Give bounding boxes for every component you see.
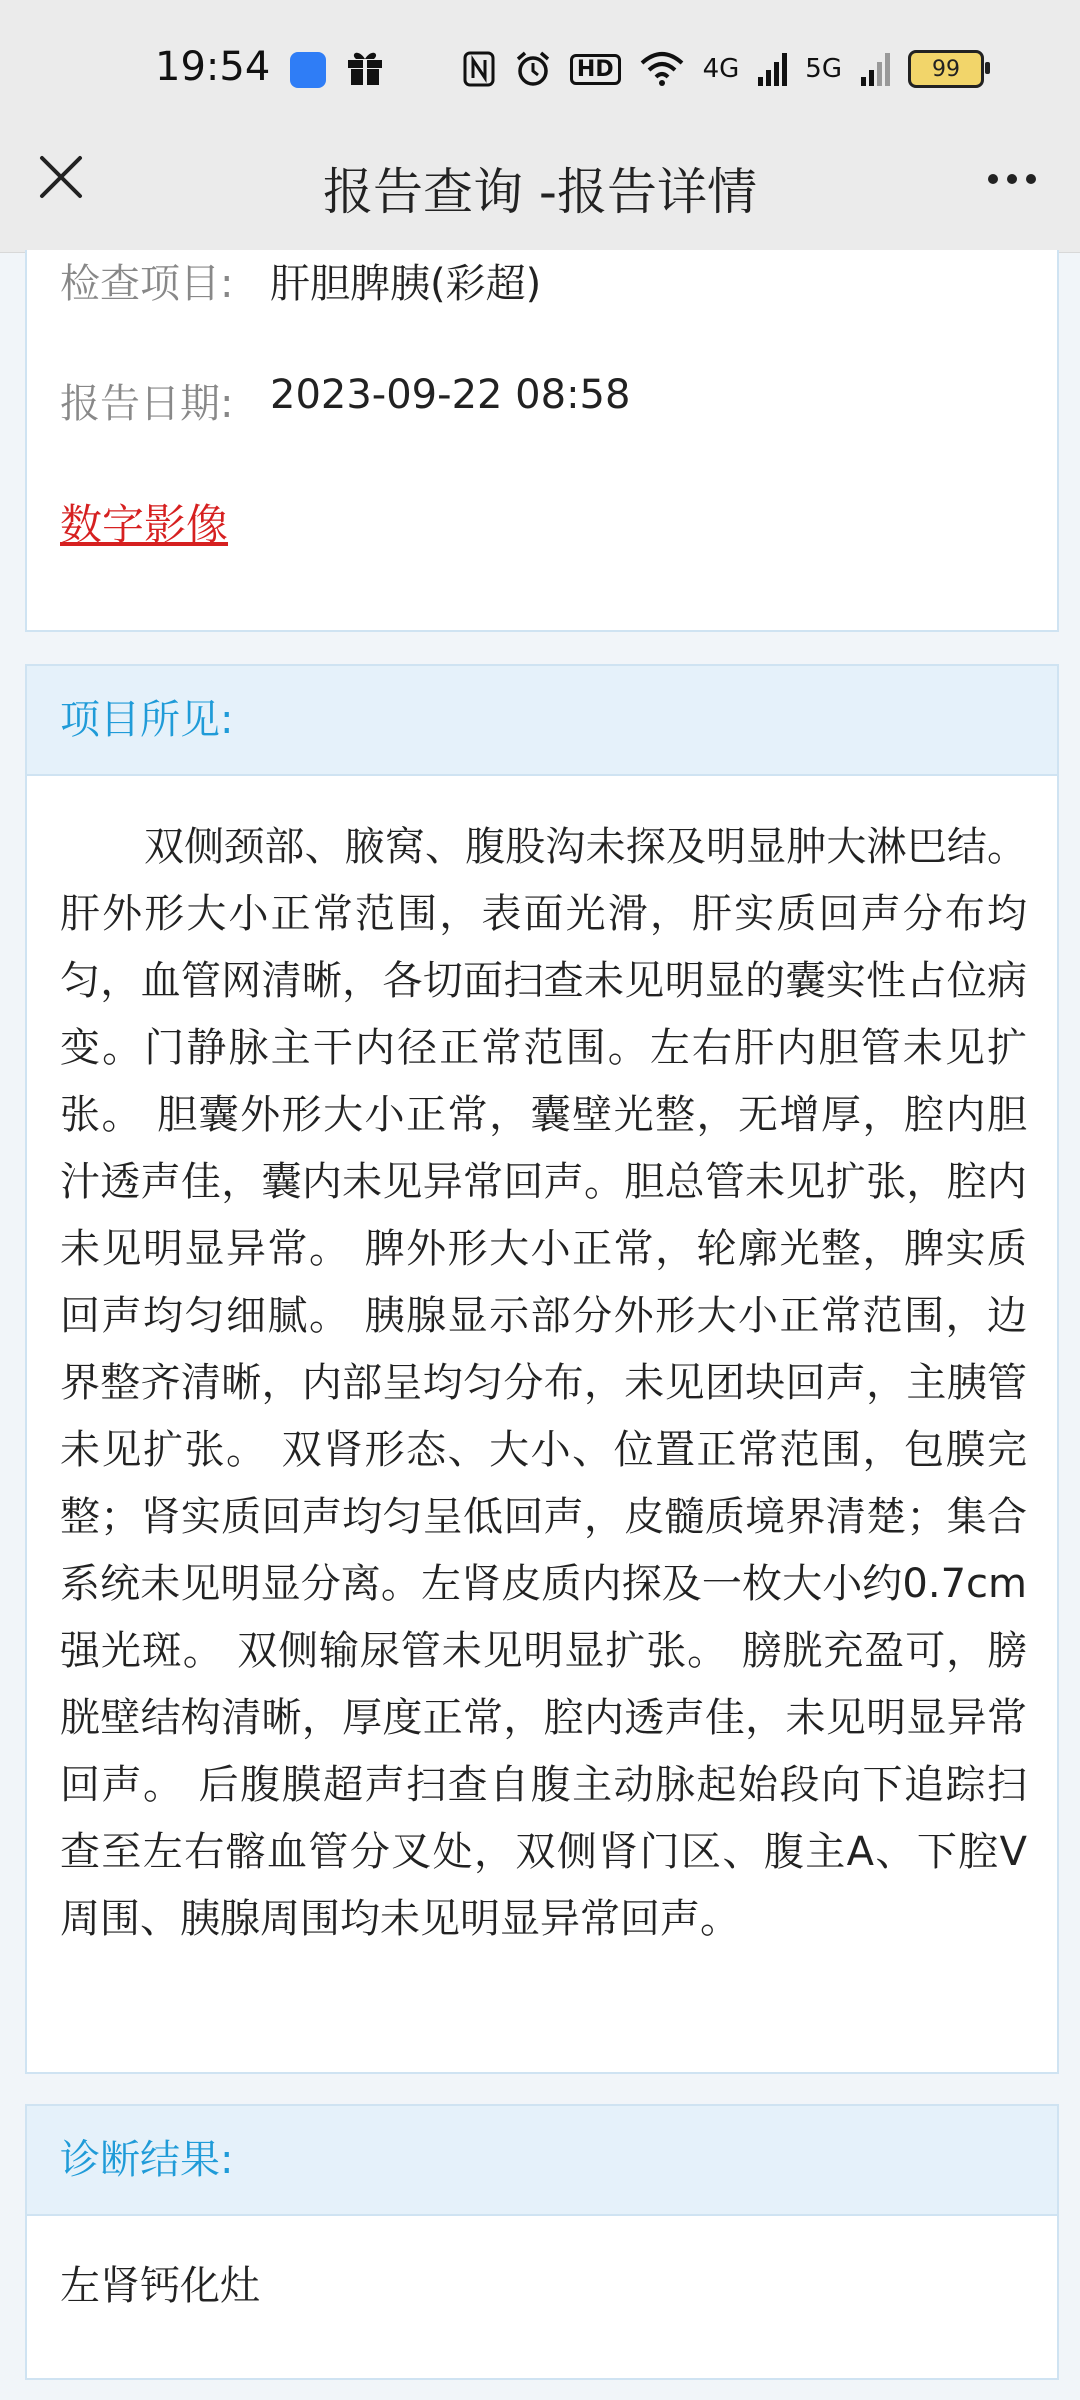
findings-text: 双侧颈部、腋窝、腹股沟未探及明显肿大淋巴结。 肝外形大小正常范围，表面光滑，肝实质回声分布均匀，血管网清晰，各切面扫查未见明显的囊实性占位病变。门静脉主干内径正常范围。左右肝内胆管未见扩张。 胆囊外形大小正常，囊壁光整，无增厚，腔内胆汁透声佳，囊内未见异常回声。胆总管未见扩张，腔内未见明显异常。 脾外形大小正常，轮廓光整，脾实质回声均匀细腻。 胰腺显示部分外形大小正常范围，边界整齐清晰，内部呈均匀分布，未见团块回声，主胰管未见扩张。 双肾形态、大小、位置正常范围，包膜完整；肾实质回声均匀呈低回声，皮髓质境界清楚；集合系统未见明显分离。左肾皮质内探及一枚大小约0.7cm强光斑。 双侧输尿管未见明显扩张。 膀胱充盈可，膀胱壁结构清晰，厚度正常，腔内透声佳，未见明显异常回声。 后腹膜超声扫查自腹主动脉起始段向下追踪扫查至左右髂血管分叉处，双侧肾门区、腹主A、下腔V周围、胰腺周围均未见明显异常回声。: [60, 824, 1027, 1942]
report-date-value: 2023-09-22 08:58: [270, 372, 631, 418]
nfc-icon: [462, 50, 496, 88]
more-dot-icon: [988, 174, 998, 184]
report-info-card: [25, 250, 1059, 632]
signal-icon-2: [860, 51, 890, 87]
signal-icon-1: [757, 51, 787, 87]
diagnosis-heading: 诊断结果:: [27, 2106, 1057, 2216]
alarm-icon: [514, 50, 552, 88]
title-bar: [0, 130, 1080, 253]
exam-item-label: 检查项目:: [60, 261, 234, 307]
findings-section: [25, 664, 1059, 2074]
network-4g-label: 4G: [702, 54, 740, 84]
report-date-label: 报告日期:: [60, 381, 234, 427]
gift-icon: [344, 44, 386, 90]
hd-badge: HD: [570, 54, 621, 85]
battery-indicator: 99: [908, 50, 984, 88]
app-notification-icon: [290, 52, 326, 88]
status-time: 19:54: [155, 44, 271, 90]
status-bar: [0, 0, 1080, 130]
more-options-button[interactable]: [988, 164, 1048, 194]
exam-item-value: 肝胆脾胰(彩超): [270, 261, 542, 307]
diagnosis-section: [25, 2104, 1059, 2380]
findings-heading: 项目所见:: [27, 666, 1057, 776]
status-icons: [462, 46, 984, 92]
more-dot-icon: [1007, 174, 1017, 184]
report-date-row: [60, 372, 630, 429]
digital-image-link[interactable]: 数字影像: [60, 500, 229, 549]
page-title: 报告查询 -报告详情: [323, 163, 757, 221]
diagnosis-text: 左肾钙化灶: [60, 2263, 260, 2309]
more-dot-icon: [1026, 174, 1036, 184]
wifi-icon: [639, 51, 685, 87]
exam-item-row: [60, 252, 541, 309]
network-5g-label: 5G: [805, 54, 842, 84]
